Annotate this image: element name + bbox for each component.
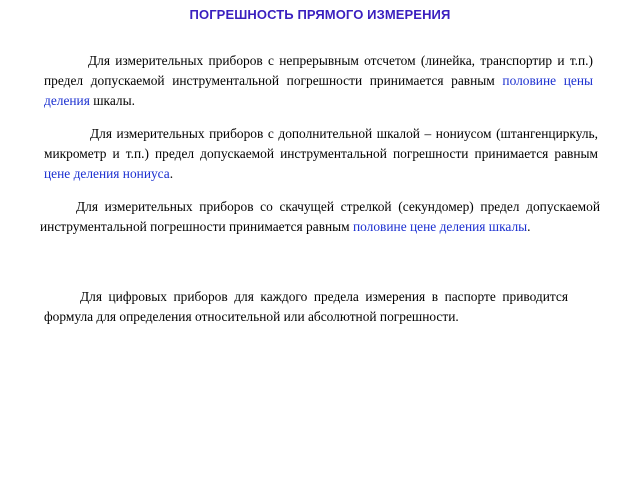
paragraph-text: . (527, 219, 531, 234)
paragraph-digital-devices (44, 287, 568, 327)
paragraph-text: Для цифровых приборов для каждого предела измерения в паспорте приводится формула для определения относительной или абсолютной погрешности. (44, 289, 568, 324)
paragraph-text: Для измерительных приборов со скачущей стрелкой (секундомер) предел допускаемой инструментальной погрешности принимается равным (40, 199, 600, 234)
paragraph-continuous-reading (44, 51, 593, 111)
page-title: ПОГРЕШНОСТЬ ПРЯМОГО ИЗМЕРЕНИЯ (189, 7, 451, 22)
highlighted-term: половине цене деления шкалы (353, 219, 528, 234)
paragraph-vernier-scale (44, 124, 598, 184)
paragraph-text: Для измерительных приборов с непрерывным отсчетом (линейка, транспортир и т.п.) предел допускаемой инструментальной погрешности принимается равным (44, 53, 593, 88)
paragraph-text: Для измерительных приборов с дополнительной шкалой – нониусом (штангенциркуль, микрометр и т.п.) предел допускаемой инструментальной погрешности принимается равным (44, 126, 598, 161)
highlighted-term: половине цены деления (44, 73, 594, 108)
highlighted-term: цене деления нониуса (44, 166, 170, 181)
paragraph-jumping-pointer (40, 197, 600, 237)
paragraph-text: . (169, 166, 174, 181)
paragraph-text: шкалы. (89, 93, 135, 108)
